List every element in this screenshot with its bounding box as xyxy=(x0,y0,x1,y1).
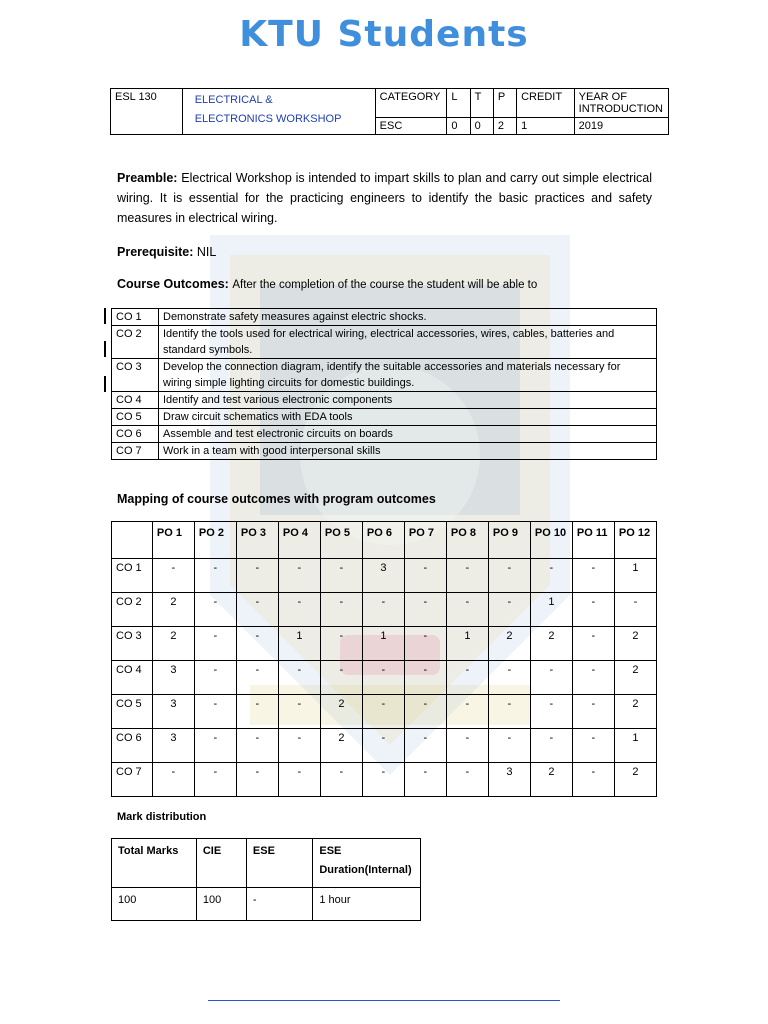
mapping-cell: - xyxy=(278,763,320,797)
mapping-cell: - xyxy=(404,627,446,661)
p-value: 2 xyxy=(493,118,516,135)
mapping-cell: - xyxy=(362,763,404,797)
co-code: CO 1 xyxy=(112,309,159,326)
mapping-row-header: CO 6 xyxy=(112,729,153,763)
mapping-cell: - xyxy=(446,593,488,627)
mapping-cell: - xyxy=(404,729,446,763)
mapping-cell: 1 xyxy=(278,627,320,661)
mapping-row xyxy=(112,593,657,627)
marks-header: ESE Duration(Internal) xyxy=(313,839,421,888)
mapping-cell: - xyxy=(236,695,278,729)
l-value: 0 xyxy=(447,118,470,135)
mapping-cell: - xyxy=(320,661,362,695)
co-row xyxy=(112,426,657,443)
course-title xyxy=(182,89,375,135)
mapping-cell: - xyxy=(404,593,446,627)
mapping-cell: - xyxy=(194,729,236,763)
mapping-cell: - xyxy=(488,559,530,593)
mapping-cell: - xyxy=(572,661,614,695)
preamble-text: Electrical Workshop is intended to impart skills to plan and carry out simple electrical wiring. It is essential for the practicing engineers to identify the basic practices and safety measures in electrical wiring. xyxy=(117,171,652,225)
mapping-col-header: PO 11 xyxy=(572,522,614,559)
mapping-row xyxy=(112,627,657,661)
mapping-cell: - xyxy=(194,763,236,797)
t-label: T xyxy=(470,89,493,118)
mapping-row-header: CO 4 xyxy=(112,661,153,695)
mapping-row xyxy=(112,729,657,763)
mapping-cell: 1 xyxy=(362,627,404,661)
mapping-cell: - xyxy=(488,593,530,627)
mapping-cell: - xyxy=(614,593,656,627)
mapping-cell: 1 xyxy=(614,559,656,593)
mapping-cell: - xyxy=(278,729,320,763)
mapping-cell: - xyxy=(404,695,446,729)
mapping-cell: - xyxy=(572,593,614,627)
mapping-cell: - xyxy=(572,763,614,797)
mapping-cell: - xyxy=(446,695,488,729)
footer-rule xyxy=(208,1000,560,1001)
mapping-cell: - xyxy=(278,559,320,593)
mapping-row-header: CO 7 xyxy=(112,763,153,797)
co-code: CO 3 xyxy=(112,359,159,392)
mapping-cell: - xyxy=(572,627,614,661)
mapping-cell: 1 xyxy=(614,729,656,763)
mapping-cell: 2 xyxy=(488,627,530,661)
mapping-col-header: PO 10 xyxy=(530,522,572,559)
mapping-col-header: PO 3 xyxy=(236,522,278,559)
mapping-table xyxy=(111,521,657,797)
year-value: 2019 xyxy=(574,118,668,135)
mapping-cell: - xyxy=(194,559,236,593)
marks-header: CIE xyxy=(196,839,246,888)
mapping-cell: 3 xyxy=(152,695,194,729)
credit-value: 1 xyxy=(517,118,575,135)
mapping-cell: 3 xyxy=(152,661,194,695)
mapping-cell: 2 xyxy=(614,695,656,729)
course-title-line1: ELECTRICAL & xyxy=(194,94,273,106)
t-value: 0 xyxy=(470,118,493,135)
change-marker xyxy=(104,341,106,357)
mapping-cell: - xyxy=(488,661,530,695)
co-description: Draw circuit schematics with EDA tools xyxy=(159,409,657,426)
year-label xyxy=(574,89,668,118)
preamble xyxy=(117,168,652,228)
mapping-cell: - xyxy=(236,559,278,593)
mapping-cell: - xyxy=(236,593,278,627)
co-description: Demonstrate safety measures against electric shocks. xyxy=(159,309,657,326)
mapping-cell: - xyxy=(320,763,362,797)
change-marker xyxy=(104,308,106,324)
mapping-col-header: PO 5 xyxy=(320,522,362,559)
co-code: CO 5 xyxy=(112,409,159,426)
mapping-cell: - xyxy=(362,593,404,627)
mapping-cell: - xyxy=(572,729,614,763)
mapping-cell: - xyxy=(236,627,278,661)
mapping-cell: - xyxy=(236,763,278,797)
prerequisite xyxy=(117,242,652,262)
mapping-row xyxy=(112,763,657,797)
co-description: Work in a team with good interpersonal skills xyxy=(159,443,657,460)
co-row xyxy=(112,326,657,359)
mapping-cell: 3 xyxy=(488,763,530,797)
mapping-cell: - xyxy=(446,661,488,695)
mapping-cell: - xyxy=(446,763,488,797)
co-row xyxy=(112,443,657,460)
mapping-cell: - xyxy=(488,695,530,729)
mapping-cell: - xyxy=(404,763,446,797)
l-label: L xyxy=(447,89,470,118)
mapping-cell: - xyxy=(362,729,404,763)
course-outcomes-text: After the completion of the course the student will be able to xyxy=(232,279,538,291)
mapping-cell: - xyxy=(362,661,404,695)
mapping-cell: 3 xyxy=(152,729,194,763)
credit-label: CREDIT xyxy=(517,89,575,118)
mapping-cell: - xyxy=(320,627,362,661)
mapping-cell: - xyxy=(152,559,194,593)
marks-header: Total Marks xyxy=(112,839,197,888)
mapping-row-header: CO 3 xyxy=(112,627,153,661)
change-marker xyxy=(104,376,106,392)
marks-value: 100 xyxy=(112,888,197,921)
mark-distribution-title: Mark distribution xyxy=(117,811,207,823)
mapping-cell: 1 xyxy=(530,593,572,627)
mapping-cell: 3 xyxy=(362,559,404,593)
course-header-table xyxy=(110,88,669,135)
co-description: Assemble and test electronic circuits on boards xyxy=(159,426,657,443)
mapping-cell: - xyxy=(530,729,572,763)
co-code: CO 7 xyxy=(112,443,159,460)
mapping-col-header: PO 9 xyxy=(488,522,530,559)
co-description: Identify and test various electronic components xyxy=(159,392,657,409)
co-row xyxy=(112,309,657,326)
co-code: CO 4 xyxy=(112,392,159,409)
mapping-cell: - xyxy=(362,695,404,729)
p-label: P xyxy=(493,89,516,118)
mapping-row-header: CO 2 xyxy=(112,593,153,627)
mark-distribution-table xyxy=(111,838,421,921)
mapping-cell: - xyxy=(530,661,572,695)
mapping-corner xyxy=(112,522,153,559)
course-outcomes-table xyxy=(111,308,657,460)
mapping-col-header: PO 4 xyxy=(278,522,320,559)
mapping-cell: 2 xyxy=(614,763,656,797)
mapping-cell: 2 xyxy=(614,627,656,661)
mapping-cell: - xyxy=(572,559,614,593)
mapping-cell: - xyxy=(278,695,320,729)
co-code: CO 6 xyxy=(112,426,159,443)
year-label-line2: INTRODUCTION xyxy=(578,103,663,115)
prerequisite-label: Prerequisite: xyxy=(117,245,194,259)
mapping-cell: - xyxy=(194,593,236,627)
mapping-col-header: PO 2 xyxy=(194,522,236,559)
brand-title: KTU Students xyxy=(239,14,529,55)
mapping-cell: - xyxy=(572,695,614,729)
co-description: Develop the connection diagram, identify the suitable accessories and materials necessary for wiring simple lighting circuits for domestic buildings. xyxy=(159,359,657,392)
mapping-row xyxy=(112,695,657,729)
mapping-cell: 2 xyxy=(320,695,362,729)
mapping-col-header: PO 6 xyxy=(362,522,404,559)
course-title-line2: ELECTRONICS WORKSHOP xyxy=(194,113,342,125)
year-label-line1: YEAR OF xyxy=(578,91,627,103)
mapping-cell: 2 xyxy=(152,593,194,627)
mapping-cell: 2 xyxy=(530,763,572,797)
mapping-cell: - xyxy=(320,593,362,627)
mapping-cell: - xyxy=(446,729,488,763)
mapping-cell: - xyxy=(446,559,488,593)
marks-value: 1 hour xyxy=(313,888,421,921)
marks-value: - xyxy=(246,888,312,921)
course-outcomes-intro xyxy=(117,274,652,295)
mapping-cell: - xyxy=(278,593,320,627)
mapping-cell: 2 xyxy=(152,627,194,661)
mapping-cell: 2 xyxy=(320,729,362,763)
mapping-row xyxy=(112,559,657,593)
mapping-col-header: PO 8 xyxy=(446,522,488,559)
mapping-cell: - xyxy=(404,559,446,593)
mapping-row xyxy=(112,661,657,695)
mapping-cell: 1 xyxy=(446,627,488,661)
mapping-title: Mapping of course outcomes with program outcomes xyxy=(117,492,436,506)
co-code: CO 2 xyxy=(112,326,159,359)
marks-value: 100 xyxy=(196,888,246,921)
mapping-cell: - xyxy=(320,559,362,593)
mapping-cell: - xyxy=(194,695,236,729)
preamble-label: Preamble: xyxy=(117,171,178,185)
co-row xyxy=(112,409,657,426)
mapping-col-header: PO 12 xyxy=(614,522,656,559)
course-code: ESL 130 xyxy=(111,89,183,135)
mapping-cell: - xyxy=(152,763,194,797)
mapping-cell: - xyxy=(278,661,320,695)
mapping-cell: - xyxy=(236,729,278,763)
mapping-cell: - xyxy=(404,661,446,695)
category-label: CATEGORY xyxy=(375,89,447,118)
mapping-cell: - xyxy=(236,661,278,695)
mapping-cell: - xyxy=(530,559,572,593)
marks-header: ESE xyxy=(246,839,312,888)
category-value: ESC xyxy=(375,118,447,135)
co-row xyxy=(112,392,657,409)
prerequisite-text: NIL xyxy=(196,245,217,259)
course-outcomes-label: Course Outcomes: xyxy=(117,277,229,291)
mapping-cell: - xyxy=(530,695,572,729)
mapping-cell: 2 xyxy=(614,661,656,695)
mapping-cell: - xyxy=(194,661,236,695)
mapping-col-header: PO 7 xyxy=(404,522,446,559)
mapping-row-header: CO 1 xyxy=(112,559,153,593)
co-row xyxy=(112,359,657,392)
mapping-cell: - xyxy=(194,627,236,661)
mapping-cell: 2 xyxy=(530,627,572,661)
mapping-row-header: CO 5 xyxy=(112,695,153,729)
co-description: Identify the tools used for electrical wiring, electrical accessories, wires, cables, batteries and standard symbols. xyxy=(159,326,657,359)
mapping-col-header: PO 1 xyxy=(152,522,194,559)
mapping-cell: - xyxy=(488,729,530,763)
